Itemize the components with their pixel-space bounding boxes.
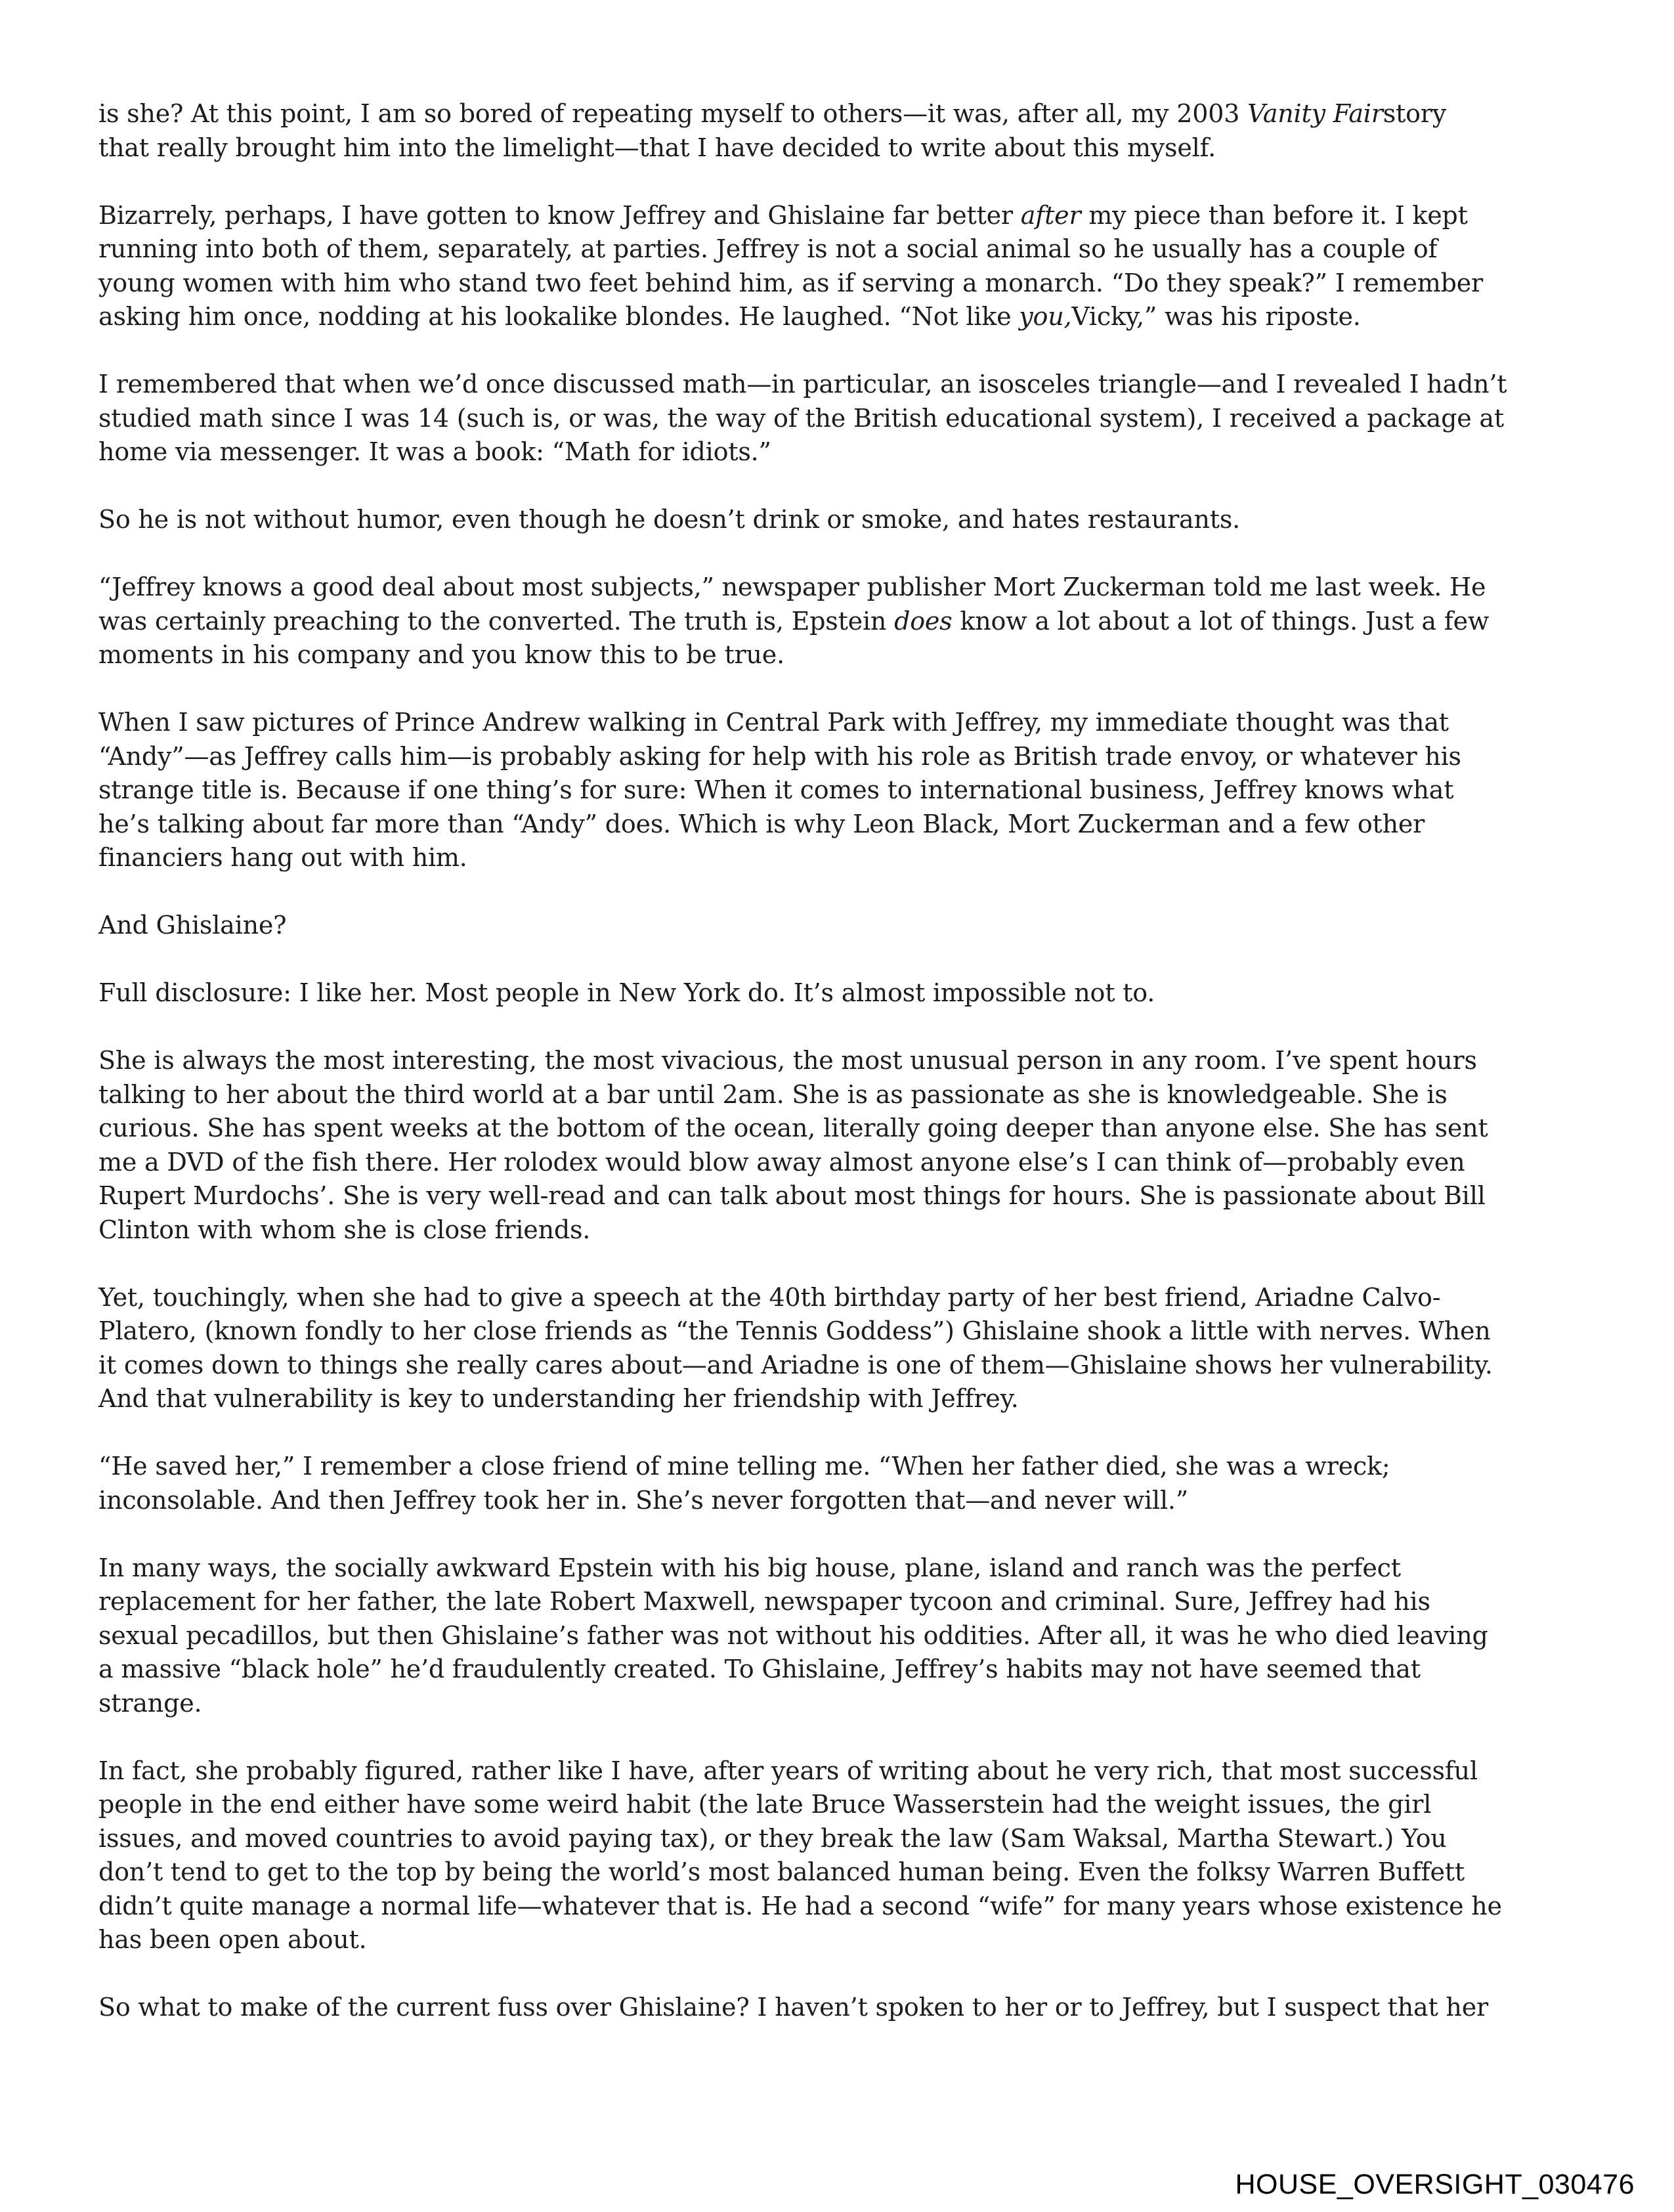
text-line	[98, 808, 1608, 842]
text-run: studied math since I was 14 (such is, or was, the way of the British educational system), I received a package at	[98, 403, 1504, 433]
text-run: And Ghislaine?	[98, 911, 287, 940]
text-run: When I saw pictures of Prince Andrew walking in Central Park with Jeffrey, my immediate thought was that	[98, 708, 1449, 737]
text-run: home via messenger. It was a book: “Math for idiots.”	[98, 437, 771, 466]
text-run: strange.	[98, 1688, 202, 1718]
text-run: I remembered that when we’d once discussed math—in particular, an isosceles triangle—and I revealed I hadn’t	[98, 370, 1507, 399]
text-run: it comes down to things she really cares about—and Ariadne is one of them—Ghislaine shows her vulnerability.	[98, 1350, 1493, 1379]
text-line	[98, 571, 1608, 605]
text-run: In fact, she probably figured, rather like I have, after years of writing about he very rich, that most successful	[98, 1756, 1478, 1785]
paragraph	[98, 1044, 1608, 1247]
text-run: Yet, touchingly, when she had to give a speech at the 40th birthday party of her best friend, Ariadne Calvo-	[98, 1282, 1441, 1312]
paragraph	[98, 1754, 1608, 1957]
text-run: Clinton with whom she is close friends.	[98, 1215, 591, 1244]
text-run: sexual pecadillos, but then Ghislaine’s father was not without his oddities. After all, it was he who died leaving	[98, 1620, 1488, 1650]
text-line	[98, 638, 1608, 672]
italic-text: you,	[1019, 302, 1072, 331]
text-line	[98, 435, 1608, 469]
text-run: people in the end either have some weird habit (the late Bruce Wasserstein had the weight issues, the girl	[98, 1790, 1432, 1819]
bates-number: HOUSE_OVERSIGHT_030476	[1235, 2169, 1635, 2200]
text-run: Vicky,” was his riposte.	[1071, 302, 1361, 331]
text-run: don’t tend to get to the top by being the world’s most balanced human being. Even the folksy Warren Buffett	[98, 1857, 1465, 1886]
text-run: asking him once, nodding at his lookalike blondes. He laughed. “Not like	[98, 302, 1019, 331]
paragraph	[98, 1991, 1608, 2025]
text-line	[98, 1044, 1608, 1078]
text-run: know a lot about a lot of things. Just a few	[952, 606, 1490, 636]
italic-text: does	[894, 606, 953, 636]
text-line	[98, 976, 1608, 1010]
text-run: story	[1383, 99, 1446, 128]
text-line	[98, 199, 1608, 233]
text-run: was certainly preaching to the converted. The truth is, Epstein	[98, 606, 895, 636]
text-line	[98, 706, 1608, 740]
text-line	[98, 503, 1608, 537]
text-run: financiers hang out with him.	[98, 843, 467, 872]
text-run: my piece than before it. I kept	[1081, 200, 1468, 230]
text-line	[98, 1923, 1608, 1957]
text-line	[98, 1146, 1608, 1180]
text-line	[98, 1450, 1608, 1484]
text-run: So what to make of the current fuss over Ghislaine? I haven’t spoken to her or to Jeffrey, but I suspect that her	[98, 1993, 1488, 2022]
text-run: She is always the most interesting, the most vivacious, the most unusual person in any room. I’ve spent hours	[98, 1046, 1477, 1075]
paragraph	[98, 1281, 1608, 1416]
text-line	[98, 1484, 1608, 1518]
text-run: “Jeffrey knows a good deal about most subjects,” newspaper publisher Mort Zuckerman told me last week. He	[98, 573, 1486, 601]
text-line	[98, 1078, 1608, 1112]
text-run: inconsolable. And then Jeffrey took her in. She’s never forgotten that—and never will.”	[98, 1485, 1189, 1515]
text-run: So he is not without humor, even though he doesn’t drink or smoke, and hates restaurants.	[98, 505, 1241, 534]
paragraph	[98, 1450, 1608, 1517]
text-run: didn’t quite manage a normal life—whatever that is. He had a second “wife” for many years whose existence he	[98, 1891, 1502, 1920]
italic-text: Vanity Fair	[1247, 99, 1383, 128]
text-line	[98, 605, 1608, 639]
text-run: talking to her about the third world at a bar until 2am. She is as passionate as she is knowledgeable. She is	[98, 1079, 1448, 1109]
text-line	[98, 267, 1608, 301]
text-run: Platero, (known fondly to her close friends as “the Tennis Goddess”) Ghislaine shook a little with nerves. When	[98, 1316, 1491, 1345]
text-run: he’s talking about far more than “Andy” does. Which is why Leon Black, Mort Zuckerman and a few other	[98, 809, 1425, 838]
text-line	[98, 1619, 1608, 1653]
text-run: young women with him who stand two feet behind him, as if serving a monarch. “Do they speak?” I remember	[98, 268, 1483, 297]
text-run: Rupert Murdochs’. She is very well-read and can talk about most things for hours. She is passionate about Bill	[98, 1181, 1486, 1210]
text-line	[98, 402, 1608, 436]
text-line	[98, 97, 1608, 131]
text-run: “He saved her,” I remember a close friend of mine telling me. “When her father died, she was a wreck;	[98, 1452, 1390, 1481]
text-run: moments in his company and you know this to be true.	[98, 640, 784, 669]
text-line	[98, 1788, 1608, 1822]
text-run: In many ways, the socially awkward Epstein with his big house, plane, island and ranch was the perfect	[98, 1553, 1401, 1582]
text-run: a massive “black hole” he’d fraudulently created. To Ghislaine, Jeffrey’s habits may not have seemed that	[98, 1655, 1421, 1683]
text-line	[98, 1551, 1608, 1586]
text-line	[98, 131, 1608, 165]
text-line	[98, 232, 1608, 267]
text-line	[98, 1281, 1608, 1315]
paragraph	[98, 199, 1608, 334]
text-line	[98, 1585, 1608, 1619]
text-line	[98, 1855, 1608, 1890]
text-run: replacement for her father, the late Robert Maxwell, newspaper tycoon and criminal. Sure, Jeffrey had his	[98, 1587, 1430, 1616]
paragraph	[98, 909, 1608, 943]
paragraph	[98, 368, 1608, 469]
paragraph	[98, 97, 1608, 165]
text-run: issues, and moved countries to avoid paying tax), or they break the law (Sam Waksal, Martha Stewart.) You	[98, 1823, 1447, 1853]
paragraph	[98, 503, 1608, 537]
text-line	[98, 1687, 1608, 1721]
text-run: Bizarrely, perhaps, I have gotten to know Jeffrey and Ghislaine far better	[98, 200, 1021, 230]
text-run: “Andy”—as Jeffrey calls him—is probably asking for help with his role as British trade envoy, or whatever his	[98, 741, 1461, 771]
paragraph	[98, 976, 1608, 1010]
text-line	[98, 1653, 1608, 1687]
text-run: has been open about.	[98, 1925, 367, 1954]
text-run: that really brought him into the limelight—that I have decided to write about this myself.	[98, 133, 1216, 162]
text-line	[98, 841, 1608, 875]
paragraph	[98, 706, 1608, 875]
paragraph	[98, 571, 1608, 672]
text-run: me a DVD of the fish there. Her rolodex would blow away almost anyone else’s I can think of—probably even	[98, 1147, 1465, 1177]
text-line	[98, 300, 1608, 334]
text-line	[98, 1112, 1608, 1146]
italic-text: after	[1020, 200, 1081, 230]
text-run: Full disclosure: I like her. Most people in New York do. It’s almost impossible not to.	[98, 978, 1155, 1007]
text-run: And that vulnerability is key to understanding her friendship with Jeffrey.	[98, 1384, 1019, 1413]
text-line	[98, 1890, 1608, 1924]
text-line	[98, 773, 1608, 808]
text-run: strange title is. Because if one thing’s for sure: When it comes to international business, Jeffrey knows what	[98, 775, 1454, 804]
text-line	[98, 1382, 1608, 1416]
text-line	[98, 1349, 1608, 1383]
text-line	[98, 1213, 1608, 1247]
text-line	[98, 1314, 1608, 1349]
text-line	[98, 1179, 1608, 1213]
text-line	[98, 1754, 1608, 1789]
text-run: is she? At this point, I am so bored of repeating myself to others—it was, after all, my 2003	[98, 99, 1248, 128]
text-line	[98, 740, 1608, 774]
text-line	[98, 909, 1608, 943]
text-run: curious. She has spent weeks at the bottom of the ocean, literally going deeper than anyone else. She has sent	[98, 1114, 1488, 1142]
document-body	[98, 97, 1608, 2058]
text-line	[98, 1822, 1608, 1856]
paragraph	[98, 1551, 1608, 1721]
text-run: running into both of them, separately, at parties. Jeffrey is not a social animal so he usually has a couple of	[98, 234, 1438, 263]
text-line	[98, 1991, 1608, 2025]
text-line	[98, 368, 1608, 402]
